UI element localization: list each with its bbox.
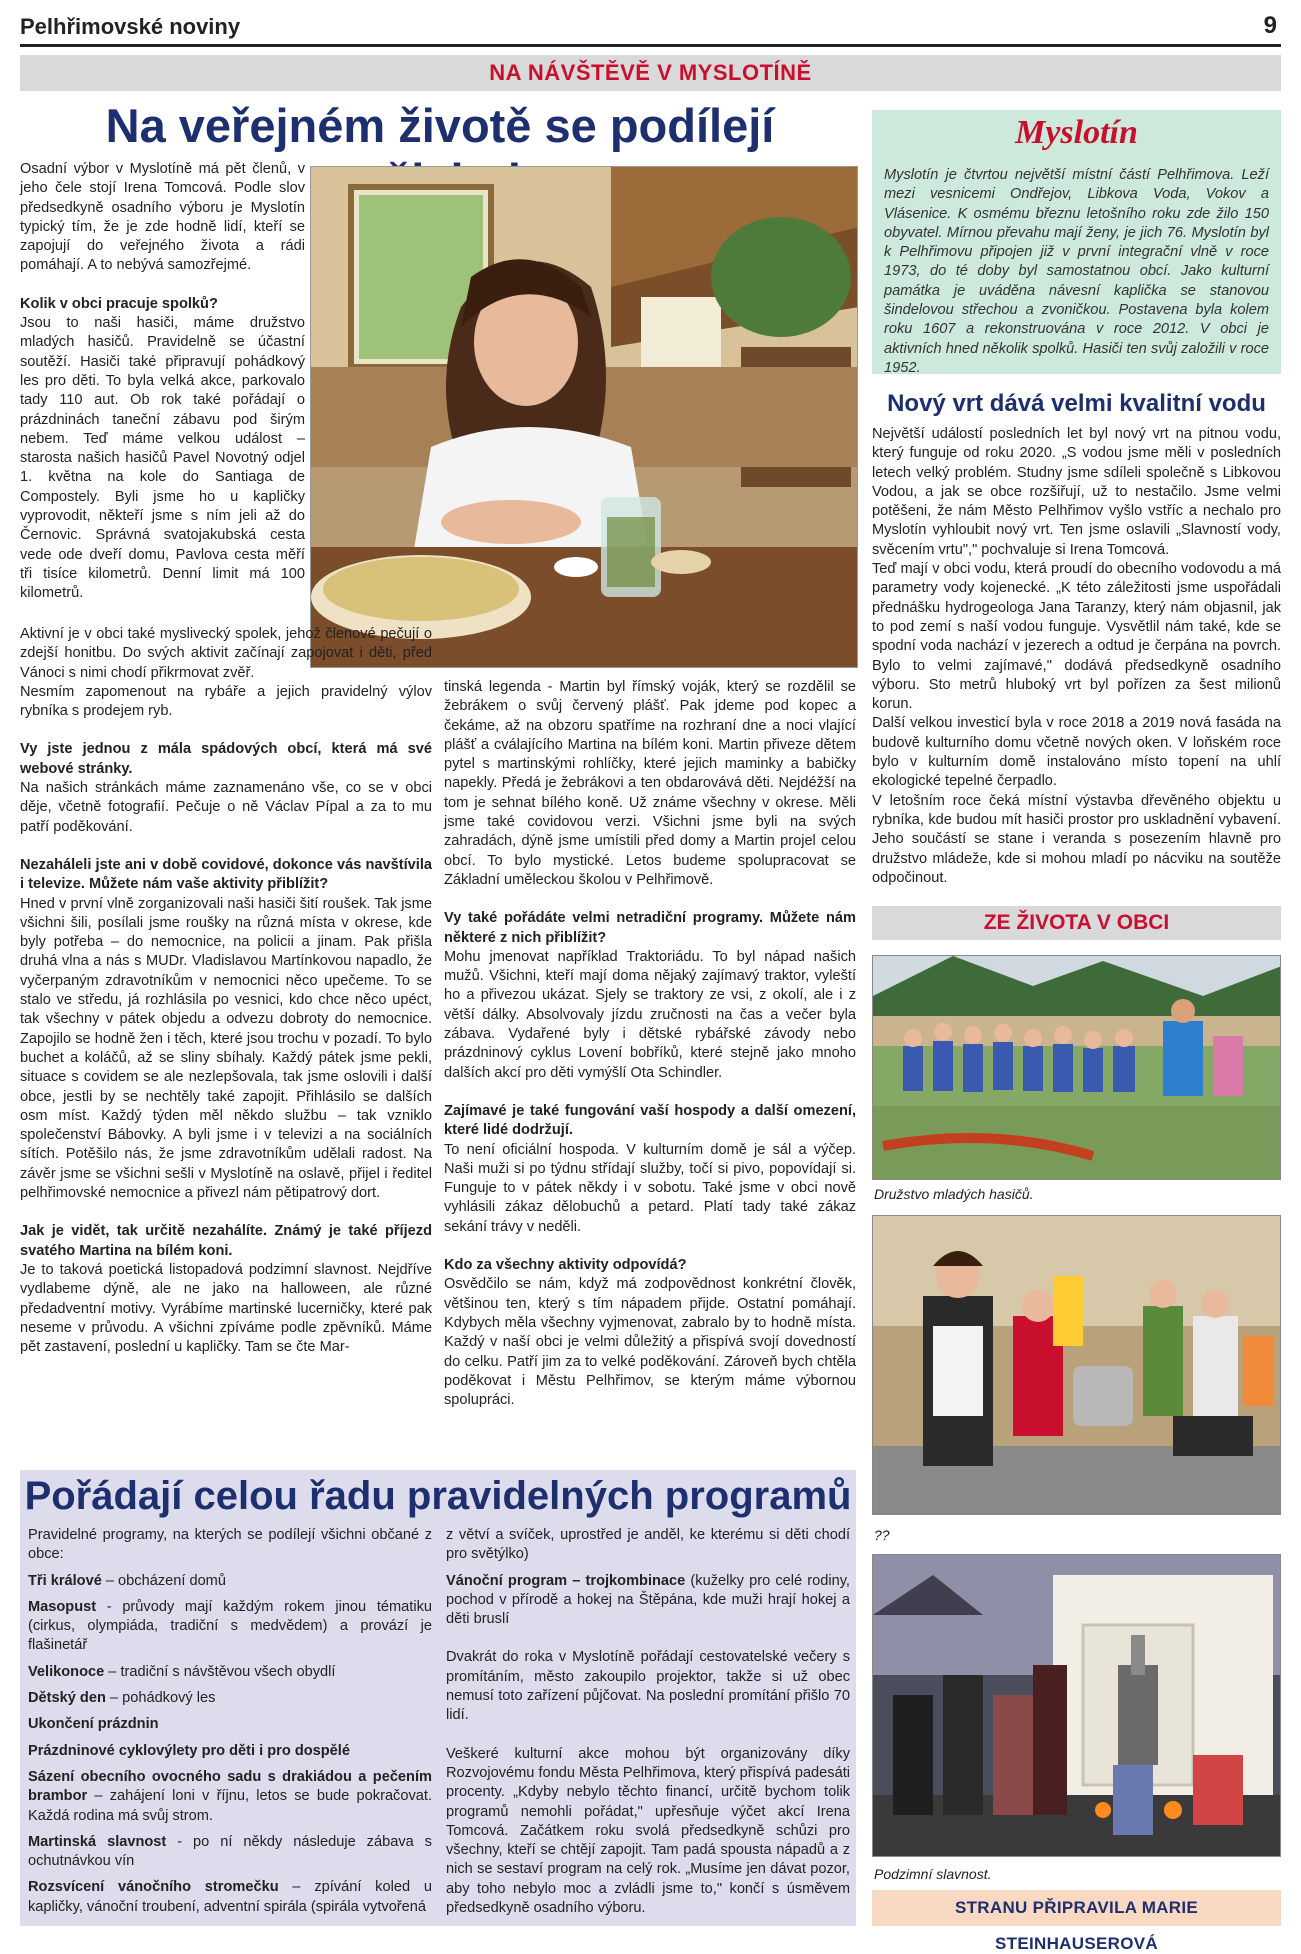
programs-column-1 [28, 1526, 432, 1917]
question-7: Kdo za všechny aktivity odpovídá? [444, 1257, 687, 1274]
program-item [28, 1742, 432, 1761]
program-item-desc: – zpívání koled u kapličky, vánoční troubení, adventní spirála (spirála vytvořená [28, 1879, 432, 1915]
programs-paragraph-1: Dvakrát do roka v Myslotíně pořádají cestovatelské večery s promítáním, město zakoupilo projektor, takže si už obec nemusí toto zařízení půjčovat. Na poslední promítání přišlo 70 lidí. [446, 1649, 850, 1724]
program-item-name: Vánoční program – trojkombinace [446, 1572, 686, 1589]
intro-paragraph: Osadní výbor v Myslotíně má pět členů, v jeho čele stojí Irena Tomcová. Podle slov předsedkyně osadního výboru je Myslotín typický tím, že je zde hodně lidí, kteří se zapojují do veřejného života a rádi pomáhají. A to nebývá samozřejmé. [20, 161, 305, 274]
program-item-desc: – pohádkový les [105, 1690, 216, 1707]
water-paragraph-3: Další velkou investicí byla v roce 2018 a 2019 nová fasáda na budově kulturního domu včetně nových oken. V loňském roce bylo v kulturním domě instalováno místo topení na uhlí ekologické tepelné čerpadlo. [872, 715, 1281, 790]
article-column-2 [444, 678, 856, 1410]
photo-evening-chapel [873, 1555, 1281, 1857]
article-column-1 [20, 160, 305, 604]
myslotin-info-box [872, 110, 1281, 374]
answer-1: Jsou to naši hasiči, máme družstvo mladých hasičů. Pravidelně se účastní soutěží. Hasiči také připravují pohádkový les pro děti. To byla velká akce, parkovalo tady 110 aut. Ob rok také pořádají o prázdninách taneční zábavu pod širým nebem. Teď máme velkou událost – starosta našich hasičů Pavel Novotný odjel 1. května na kole do Santiaga de Compostely. Byli jsme ho u kapličky vyprovodit, někteří jsme s ním jeli až do Černovic. Správná svatojakubská cesta vede ode dveří domu, Pavlova cesta měří tři tisíce kilometrů. Denní limit má 100 kilometrů. [20, 315, 305, 602]
program-item [28, 1598, 432, 1656]
answer-4-continued: tinská legenda - Martin byl římský voják, který se rozdělil se žebrákem o svůj červený plášť. Pak jdeme pod kopec a čekáme, až na obzoru spatříme na rozhraní dne a noci vlající plášť a cválajícího Martina na bílém koni. Martin přiveze dětem pytel s martinskými rohlíčky, které jejich maminky a babičky napekly. Předá je žebrákovi a ten obdarovává děti. Nejdéžší na tom je sehnat bílého koně. Už známe všechny v okrese. Měli jsme také covidovou verzi. Všichni jsme byli na svých zahradách, dýně jsme umístili před domy a Martin projel celou obcí. To bylo mystické. Letos budeme spolupracovat se Základní uměleckou školou v Pelhřimově. [444, 679, 856, 888]
info-box-title: Myslotín [1015, 114, 1138, 151]
answer-5: Mohu jmenovat například Traktoriádu. To byl nápad našich mužů. Všichni, kteří mají doma nějaký zajímavý traktor, vyleští ho a přivezou ukázat. Sjely se traktory ze vsi, z okolí, ale i z větší dálky. Absolvovaly jízdu zručnosti na čas a večer byla zábava. Vydařené byly i dětské rybářské závody nebo prázdninový cyklus Lovení bobříků, které stejně jako mnoho dalších akcí pro děti vymýšlí Ota Schindler. [444, 948, 856, 1081]
program-item-name: Rozsvícení vánočního stromečku [28, 1879, 279, 1896]
photo-costumed-group [873, 1216, 1281, 1515]
program-item-desc: – tradiční s návštěvou všech obydlí [104, 1663, 336, 1680]
program-item-name: Velikonoce [28, 1663, 105, 1680]
article-headline: Na veřejném životě se podílejí [105, 99, 775, 152]
photo1-caption: Družstvo mladých hasičů. [874, 1186, 1034, 1202]
program-item-name: Tři králové [28, 1572, 102, 1589]
water-well-article [872, 425, 1281, 888]
question-3: Nezaháleli jste ani v době covidové, dokonce vás navštívila i televize. Můžete nám vaše aktivity přiblížit? [20, 856, 432, 893]
question-5: Vy také pořádáte velmi netradiční programy. Můžete nám některé z nich přiblížit? [444, 910, 856, 946]
photo-woman-at-table [311, 167, 858, 668]
page-credit: STRANU PŘIPRAVILA MARIE STEINHAUSEROVÁ [872, 1890, 1281, 1926]
header-rule [20, 44, 1281, 47]
answer-6: To není oficiální hospoda. V kulturním domě je sál a výčep. Naši muži si po týdnu střídají služby, točí si pivo, popovídají si. Funguje to v pátek někdy i v sobotu. Také jsme v obci nově vyhlásili zákaz dělobuchů a petard. Platí tady také zákaz sekání trávy v neděli. [444, 1141, 856, 1235]
program-item-name: Sázení obecního ovocného sadu s drakiádou a pečením brambor [28, 1768, 432, 1805]
programs-intro: Pravidelné programy, na kterých se podílejí všichni občané z obce: [28, 1527, 432, 1563]
answer-2: Na našich stránkách máme zaznamenáno vše, co se v obci děje, včetně fotografií. Pečuje o ně Václav Pípal a za to mu patří poděkování. [20, 780, 432, 835]
question-2: Vy jste jednou z mála spádových obcí, která má své webové stránky. [20, 741, 432, 777]
program-item [28, 1715, 432, 1734]
article-column-1-continued [20, 625, 432, 1357]
answer-3: Hned v první vlně zorganizovali naši hasiči šití roušek. Tak jsme všichni šili, posílali jsme roušky na různá místa v okrese, kde byly potřeba – do nemocnice, na policii a jinam. Pak přišla druhá vlna a nás s MUDr. Vladislavou Martínkovou napadlo, že vyčerpaným zdravotníkům v nemocnici něco upečeme. To se stalo ve středu, já rozhlásila po vesnici, kdo chce něco upéct, tak všechny v pátek objedu a odvezu dobroty do nemocnice. Zapojilo se hodně žen i těch, které jsou trochu v pozadí. To bylo buchet a koláčů, až se sliny sbíhaly. Každý pátek jsme pekli, situace s covidem se ale nezlepšovala, tak jsme oslovili i další obce, jestli by se nechtěly také zapojit. Přihlásilo se dalších osm míst. Každý týden měl někdo službu – tak vzniklo společenství Bábovky. A byli jsme i v televizi a na sociálních sítích. Potěšilo nás, že jsme zdravotníkům udělali radost. Na závěr jsme se všichni sešli v Myslotíně na oslavě, přijel i ředitel pelhřimovské nemocnice a přivezl nám pětipatrový dort. [20, 895, 432, 1202]
program-item [28, 1768, 432, 1826]
answer-7: Osvědčilo se nám, když má zodpovědnost konkrétní člověk, většinou ten, který s tím nápadem přijde. Ostatní pomáhají. Kdybych měla všechny vyjmenovat, zabralo by to hodně místa. Každý v naší obci je velmi důležitý a přispívá svojí dovedností do celku. Patří jim za to velké poděkování. Zároveň bych chtěla poděkovat i Městu Pelhřimov, se kterým máme výbornou spolupráci. [444, 1276, 856, 1409]
photo3-caption: Podzimní slavnost. [874, 1866, 992, 1882]
program-item-name: Masopust [28, 1598, 97, 1615]
programs-col2-continued: z větví a svíček, uprostřed je anděl, ke kterému si děti chodí pro světýlko) [446, 1527, 850, 1563]
answer-1b: Aktivní je v obci také myslivecký spolek, jehož členové pečují o zdejší honitbu. Do svých aktivit začínají zapojovat i děti, před Vánoci s nimi chodí přikrmovat zvěř. [20, 626, 432, 681]
answer-1c: Nesmím zapomenout na rybáře a jejich pravidelný výlov rybníka s prodejem ryb. [20, 683, 432, 720]
programs-box [20, 1470, 856, 1926]
photo2-caption: ?? [874, 1527, 890, 1543]
program-item-name: Prázdninové cyklovýlety pro děti i pro dospělé [28, 1742, 350, 1759]
program-item-name: Martinská slavnost [28, 1833, 167, 1850]
programs-headline: Pořádají celou řadu pravidelných programů [24, 1474, 852, 1518]
program-item-name: Dětský den [28, 1690, 106, 1707]
section-banner: NA NÁVŠTĚVĚ V MYSLOTÍNĚ [20, 55, 1281, 91]
water-well-headline: Nový vrt dává velmi kvalitní vodu [887, 390, 1266, 417]
program-item-desc: - po ní někdy následuje zábava s ochutnávkou vín [28, 1833, 432, 1870]
question-4: Jak je vidět, tak určitě nezahálíte. Známý je také příjezd svatého Martina na bílém koni. [20, 1223, 432, 1259]
village-life-banner: ZE ŽIVOTA V OBCI [872, 906, 1281, 940]
program-item-desc: – obcházení domů [101, 1572, 226, 1589]
photo-kids-group [873, 956, 1281, 1180]
water-paragraph-2: Teď mají v obci vodu, která proudí do obecního vodovodu a má parametry vody kojenecké. „K této záležitosti jsme uspořádali přednášku hydrogeologa Jana Taranzy, který nám objasnil, jak to pod zemí s naší vodou funguje. Vysvětlil nám také, kde se spodní voda nachází v jezerech a odtud je čerpána na povrch. Bylo to velmi zajímavé," dodává předsedkyně osadního výboru. Sto metrů hluboký vrt byl pořízen za šest milionů korun. [872, 561, 1281, 713]
program-item-name: Ukončení prázdnin [28, 1716, 159, 1733]
programs-list [28, 1572, 432, 1917]
newspaper-name: Pelhřimovské noviny [20, 14, 241, 39]
interview-photo [310, 166, 858, 668]
programs-column-2 [446, 1526, 850, 1918]
program-item [28, 1833, 432, 1872]
carnival-photo [872, 1215, 1281, 1515]
question-1: Kolik v obci pracuje spolků? [20, 295, 218, 312]
question-6: Zajímavé je také fungování vaší hospody a další omezení, které lidé dodržují. [444, 1102, 856, 1139]
water-paragraph-1: Největší událostí posledních let byl nový vrt na pitnou vodu, který funguje od roku 2020. „S vodou jsme měli v posledních letech velký problém. Studny jsme sdíleli společně s Libkovou Vodou, a jak se obce rozšiřují, už to nestačilo. Jsme velmi potěšeni, že nám Město Pelhřimov vyšlo vstříc a nechalo pro Myslotín vyhloubit nový vrt. Ten jsme oslavili „Slavností vody, svěcením vrtu"," pochvaluje si Irena Tomcová. [872, 426, 1281, 558]
program-item [28, 1663, 432, 1682]
program-item [28, 1689, 432, 1708]
page-number: 9 [1263, 12, 1277, 39]
answer-4: Je to taková poetická listopadová podzimní slavnost. Nejdříve vydlabeme dýně, ale ne jako na halloween, ale různé předadventní motivy. Vyrábíme martinské lucerničky, které pak neseme v průvodu. A všichni zpíváme podle zpěvníků. Máme pět zastavení, poslední u kapličky. Tam se čte Mar- [20, 1261, 432, 1356]
program-item-desc: (kuželky pro celé rodiny, pochod v přírodě a hokej na Štěpána, kde muži hrají hokej a děti bruslí [446, 1572, 850, 1628]
program-item [28, 1572, 432, 1591]
water-paragraph-4: V letošním roce čeká místní výstavba dřevěného objektu u rybníka, kde budou mít hasiči prostor pro uskladnění vybavení. Jeho součástí se stane i veranda s posezením hlavně pro družstvo mládeže, kde si mohou mladí po nácviku na soutěže odpočinout. [872, 792, 1281, 886]
page-header [20, 10, 1281, 40]
program-item-desc: - průvody mají každým rokem jinou tématiku (cirkus, olympiáda, tradiční s medvědem) a provází je flašinetář [28, 1598, 432, 1654]
info-box-text: Myslotín je čtvrtou největší místní částí Pelhřimova. Leží mezi vesnicemi Ondřejov, Libkova Voda, Vokov a Vlásenice. K osmému březnu letošního roku zde žilo 150 obyvatel. Mírnou převahu mají ženy, je jich 76. Myslotín byl k Pelhřimovu připojen již v první integrační vlně v roce 1973, do té doby byl samostatnou obcí. Jako kulturní památka je uváděna návesní kaplička se stanovou šindelovou střechou a zvoničkou. Postavena byla kolem roku 1607 a rekonstruována v roce 2012. V obci je aktivních hned několik spolků. Hasiči ten svůj založili v roce 1952. [884, 167, 1269, 376]
programs-paragraph-2: Veškeré kulturní akce mohou být organizovány díky Rozvojovému fondu Města Pelhřimova, který přispívá padesáti procenty. „Kdyby nebylo těchto financí, určitě bychom tolik programů nemohli pořádat," upřesňuje výčet akcí Irena Tomcová. Začátkem roku svolá předsedkyně schůzi pro všechny, kteří se chtějí zapojit. Tam padá spousta nápadů a z nich se sestaví program na celý rok. „Musíme jen dávat pozor, aby toho nebylo moc a zvládli jsme to," končí s úsměvem předsedkyně osadního výboru. [446, 1745, 850, 1917]
program-item-desc: – zahájení loni v říjnu, letos se bude pokračovat. Každá rodina má svůj strom. [28, 1788, 432, 1824]
program-item-christmas [446, 1572, 850, 1630]
program-item [28, 1878, 432, 1917]
young-firefighters-photo [872, 955, 1281, 1180]
autumn-festival-photo [872, 1554, 1281, 1857]
